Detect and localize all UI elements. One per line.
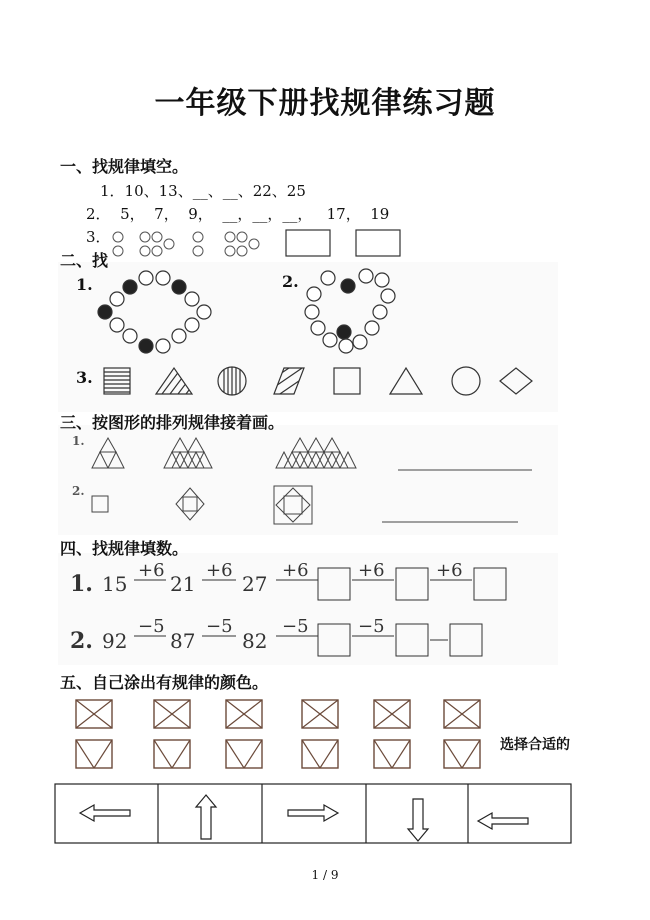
section-heading-2: 二、找 xyxy=(60,251,109,270)
coloring-grid-figure xyxy=(70,696,490,776)
bead-ring-figure-2 xyxy=(300,266,400,360)
chain1-answer-box xyxy=(396,568,428,600)
fill-question-3: 3． xyxy=(86,228,111,246)
part3-label-2: 2. xyxy=(72,484,85,498)
color-box xyxy=(154,700,190,728)
color-box xyxy=(226,740,262,768)
left-arrow-icon xyxy=(80,805,130,821)
chain2-op: −5 xyxy=(282,616,309,637)
answer-box xyxy=(356,230,400,256)
chain1-number: 15 xyxy=(102,572,128,596)
part3-label-1: 1. xyxy=(72,434,85,448)
section-heading-4: 四、找规律填数。 xyxy=(60,539,189,558)
chain1-op: +6 xyxy=(436,560,463,581)
chain1-op: +6 xyxy=(282,560,309,581)
section-heading-1: 一、找规律填空。 xyxy=(60,157,189,176)
color-box xyxy=(76,740,112,768)
up-arrow-icon xyxy=(196,795,216,839)
color-box xyxy=(226,700,262,728)
color-box xyxy=(444,700,480,728)
color-box xyxy=(374,740,410,768)
number-chain-figure xyxy=(60,556,520,666)
chain2-number: 82 xyxy=(242,629,268,653)
chain2-label: 2. xyxy=(70,628,93,654)
chain2-answer-box xyxy=(396,624,428,656)
color-box xyxy=(302,740,338,768)
left-arrow-icon xyxy=(478,813,528,829)
chain1-number: 27 xyxy=(242,572,268,596)
chain1-op: +6 xyxy=(206,560,233,581)
bead-ring-figure-1 xyxy=(90,266,220,358)
chain2-op: −5 xyxy=(138,616,165,637)
color-box xyxy=(374,700,410,728)
fill-question-2: 2． 5， 7， 9， __，__，__， 17， 19 xyxy=(86,205,390,223)
answer-box xyxy=(286,230,330,256)
chain1-number: 21 xyxy=(170,572,196,596)
part2-label-1: 1. xyxy=(76,275,93,294)
chain1-answer-box xyxy=(474,568,506,600)
fill-question-1: 1．10、13、__、__、22、25 xyxy=(100,182,306,200)
right-arrow-icon xyxy=(288,805,338,821)
shape-sequence-figure xyxy=(98,362,548,400)
chain2-op: −5 xyxy=(206,616,233,637)
chain2-answer-box xyxy=(450,624,482,656)
chain2-op: −5 xyxy=(358,616,385,637)
chain2-number: 92 xyxy=(102,629,128,653)
chain1-op: +6 xyxy=(138,560,165,581)
color-box xyxy=(444,740,480,768)
chain1-op: +6 xyxy=(358,560,385,581)
color-box xyxy=(154,740,190,768)
page-title: 一年级下册找规律练习题 xyxy=(154,86,496,121)
color-box xyxy=(76,700,112,728)
page-indicator: 1 / 9 xyxy=(311,868,339,882)
chain1-label: 1. xyxy=(70,571,93,597)
arrow-table xyxy=(54,783,574,845)
circle-pattern-figure xyxy=(100,226,420,262)
chain2-answer-box xyxy=(318,624,350,656)
chain1-answer-box xyxy=(318,568,350,600)
down-arrow-icon xyxy=(408,799,428,841)
section-heading-5: 五、自己涂出有规律的颜色。 xyxy=(60,673,269,692)
section-heading-3: 三、按图形的排列规律接着画。 xyxy=(60,413,285,432)
chain2-number: 87 xyxy=(170,629,196,653)
part2-label-3: 3. xyxy=(76,368,93,387)
side-instruction: 选择合适的 xyxy=(500,737,570,753)
part2-label-2: 2. xyxy=(282,272,299,291)
triangle-pattern-figure xyxy=(88,432,538,532)
color-box xyxy=(302,700,338,728)
